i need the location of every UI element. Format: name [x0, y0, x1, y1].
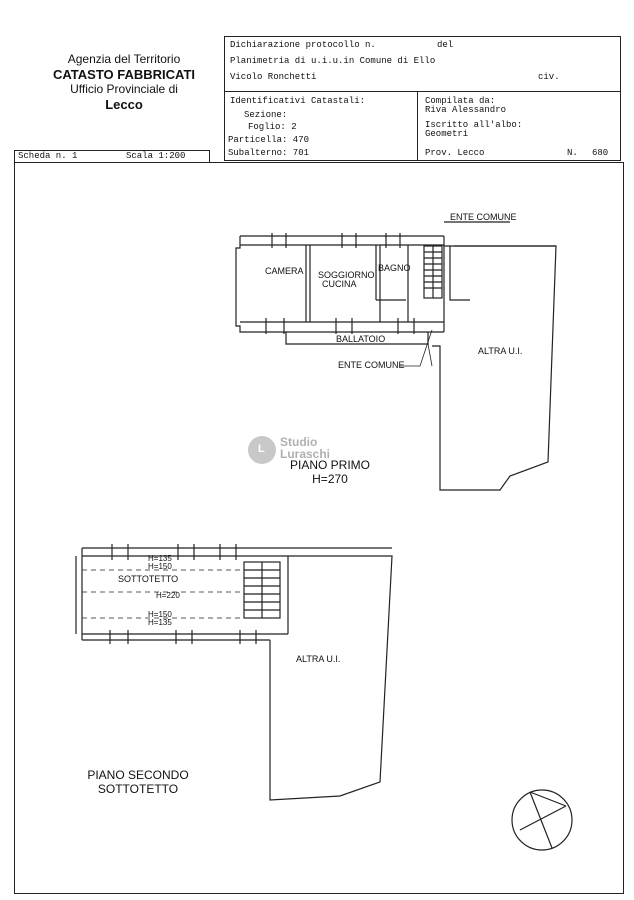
- declaration-address: Vicolo Ronchetti: [230, 72, 317, 82]
- compiler-n-label: N.: [567, 148, 578, 158]
- declaration-civ: civ.: [538, 72, 560, 82]
- agency-name: Agenzia del Territorio: [67, 52, 181, 66]
- label-altra-ui-second: ALTRA U.I.: [296, 654, 341, 664]
- declaration-protocol: Dichiarazione protocollo n.: [230, 40, 376, 50]
- label-soggiorno: SOGGIORNO: [318, 270, 375, 280]
- compiler-prov: Prov. Lecco: [425, 148, 485, 158]
- label-altra-ui-first: ALTRA U.I.: [478, 346, 523, 356]
- label-h220: H=220: [156, 591, 180, 600]
- compiler-n-value: 680: [592, 148, 609, 158]
- north-arrow-circle: [512, 790, 572, 850]
- watermark-text: [280, 436, 330, 460]
- identifiers-sezione: Sezione:: [244, 110, 288, 120]
- ente-comune-pointer: [400, 330, 432, 366]
- identifiers-title: Identificativi Catastali:: [230, 96, 366, 106]
- compiler-albo: Geometri: [425, 129, 469, 139]
- second-floor-altra-ui: [270, 556, 392, 800]
- compiler-label: Compilata da:: [425, 96, 496, 106]
- piano-primo-height: H=270: [312, 472, 348, 486]
- sheet-scheda: Scheda n. 1: [18, 151, 78, 161]
- label-cucina: CUCINA: [322, 279, 357, 289]
- declaration-del: del: [437, 40, 454, 50]
- compiler-iscritto: Iscritto all'albo:: [425, 120, 523, 130]
- label-h150-bottom: H=150: [148, 610, 172, 619]
- label-bagno: BAGNO: [378, 263, 411, 273]
- label-ballatoio: BALLATOIO: [336, 334, 386, 344]
- north-arrow-lines: [520, 792, 566, 848]
- piano-primo-name: PIANO PRIMO: [289, 458, 370, 472]
- second-floor-walls: [76, 548, 392, 640]
- identifiers-particella: Particella: 470: [228, 135, 310, 145]
- piano-secondo-title: [72, 768, 204, 796]
- watermark-line1: Studio: [280, 435, 318, 449]
- catasto-title: CATASTO FABBRICATI: [52, 67, 196, 82]
- label-sottotetto: SOTTOTETTO: [118, 574, 179, 584]
- identifiers-foglio: Foglio: 2: [248, 122, 297, 132]
- label-h135-top: H=135: [148, 554, 172, 563]
- label-ente-comune-top: ENTE COMUNE: [450, 212, 517, 222]
- second-floor-bottom-windows: [110, 630, 256, 644]
- second-floor-top-windows: [112, 544, 236, 560]
- first-floor-top-windows: [272, 233, 400, 248]
- identifiers-subalterno: Subalterno: 701: [228, 148, 310, 158]
- compiler-name: Riva Alessandro: [425, 105, 507, 115]
- piano-primo-title: [270, 458, 390, 486]
- ufficio-label: Ufficio Provinciale di: [70, 82, 178, 96]
- watermark-line2: Luraschi: [280, 447, 331, 461]
- city-name: Lecco: [105, 97, 143, 112]
- watermark-logo-letter: L: [258, 443, 265, 455]
- sheet-scala: Scala 1:200: [126, 151, 186, 161]
- piano-secondo-name: PIANO SECONDO: [87, 768, 189, 782]
- ente-comune-top-outline: [444, 222, 556, 332]
- declaration-planimetria: Planimetria di u.i.u.in Comune di Ello: [230, 56, 436, 66]
- piano-secondo-subtitle: SOTTOTETTO: [97, 782, 179, 796]
- label-ente-comune-bottom: ENTE COMUNE: [338, 360, 405, 370]
- label-camera: CAMERA: [265, 266, 304, 276]
- label-h135-bottom: H=135: [148, 618, 172, 627]
- label-h150-top: H=150: [148, 562, 172, 571]
